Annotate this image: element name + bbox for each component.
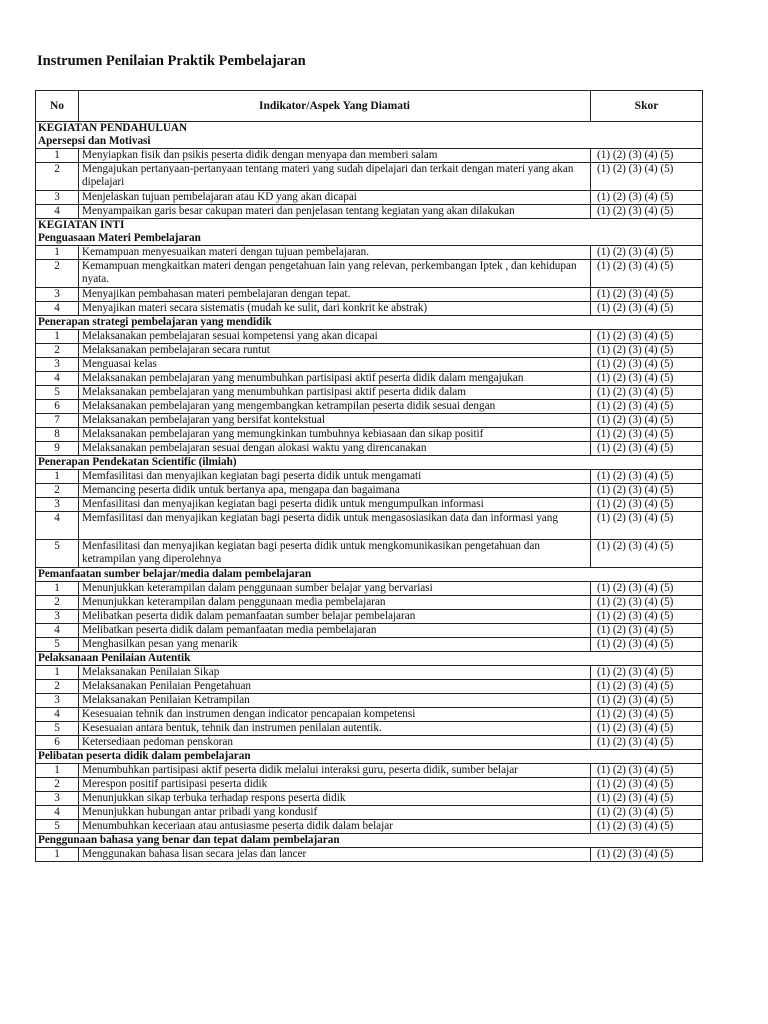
indicator-cell <box>79 596 591 610</box>
item-number: 2 <box>36 163 79 191</box>
table-row <box>36 344 703 358</box>
indicator-cell <box>79 344 591 358</box>
table-row <box>36 736 703 750</box>
section-row <box>36 834 703 848</box>
item-number: 5 <box>36 386 79 400</box>
item-number: 2 <box>36 680 79 694</box>
score-options: (1) (2) (3) (4) (5) <box>591 806 703 820</box>
indicator-text: Menjelaskan tujuan pembelajaran atau KD yang akan dicapai <box>82 191 357 203</box>
section-heading-cell <box>36 568 703 582</box>
indicator-cell <box>79 820 591 834</box>
indicator-cell <box>79 386 591 400</box>
table-row <box>36 540 703 568</box>
item-number: 1 <box>36 149 79 163</box>
indicator-text: Ketersediaan pedoman penskoran <box>82 736 233 748</box>
section-heading: Penggunaan bahasa yang benar dan tepat dalam pembelajaran <box>38 834 340 846</box>
table-row <box>36 246 703 260</box>
score-options: (1) (2) (3) (4) (5) <box>591 191 703 205</box>
indicator-cell <box>79 540 591 568</box>
header-no: No <box>36 91 79 122</box>
score-options: (1) (2) (3) (4) (5) <box>591 260 703 288</box>
indicator-cell <box>79 246 591 260</box>
score-options: (1) (2) (3) (4) (5) <box>591 246 703 260</box>
score-options: (1) (2) (3) (4) (5) <box>591 163 703 191</box>
indicator-text: Melibatkan peserta didik dalam pemanfaatan sumber belajar pembelajaran <box>82 610 416 622</box>
document-title: Instrumen Penilaian Praktik Pembelajaran <box>37 53 306 69</box>
indicator-cell <box>79 302 591 316</box>
indicator-cell <box>79 666 591 680</box>
score-options: (1) (2) (3) (4) (5) <box>591 386 703 400</box>
indicator-cell <box>79 372 591 386</box>
indicator-text: Menguasai kelas <box>82 358 157 370</box>
indicator-cell <box>79 470 591 484</box>
table-row <box>36 191 703 205</box>
table-row <box>36 680 703 694</box>
score-options: (1) (2) (3) (4) (5) <box>591 540 703 568</box>
score-options: (1) (2) (3) (4) (5) <box>591 666 703 680</box>
indicator-cell <box>79 778 591 792</box>
indicator-text: Melibatkan peserta didik dalam pemanfaatan media pembelajaran <box>82 624 377 636</box>
indicator-text: Memfasilitasi dan menyajikan kegiatan bagi peserta didik untuk mengasosiasikan data dan informasi yang <box>82 512 558 524</box>
item-number: 2 <box>36 596 79 610</box>
indicator-text: Menunjukkan keterampilan dalam penggunaan media pembelajaran <box>82 596 386 608</box>
score-options: (1) (2) (3) (4) (5) <box>591 149 703 163</box>
item-number: 3 <box>36 358 79 372</box>
section-heading: Pemanfaatan sumber belajar/media dalam pembelajaran <box>38 568 312 580</box>
item-number: 8 <box>36 428 79 442</box>
section-heading: Penerapan Pendekatan Scientific (ilmiah) <box>38 456 237 468</box>
indicator-cell <box>79 205 591 219</box>
indicator-cell <box>79 414 591 428</box>
section-heading: KEGIATAN PENDAHULUAN <box>38 122 188 134</box>
indicator-text: Menghasilkan pesan yang menarik <box>82 638 238 650</box>
section-heading-cell <box>36 219 703 246</box>
item-number: 5 <box>36 638 79 652</box>
table-row <box>36 205 703 219</box>
score-options: (1) (2) (3) (4) (5) <box>591 512 703 540</box>
table-row <box>36 764 703 778</box>
item-number: 2 <box>36 344 79 358</box>
indicator-cell <box>79 764 591 778</box>
item-number: 4 <box>36 624 79 638</box>
table-row <box>36 330 703 344</box>
score-options: (1) (2) (3) (4) (5) <box>591 792 703 806</box>
item-number: 4 <box>36 205 79 219</box>
table-row <box>36 386 703 400</box>
indicator-cell <box>79 806 591 820</box>
indicator-text: Menyajikan materi secara sistematis (mudah ke sulit, dari konkrit ke abstrak) <box>82 302 428 314</box>
score-options: (1) (2) (3) (4) (5) <box>591 330 703 344</box>
score-options: (1) (2) (3) (4) (5) <box>591 582 703 596</box>
item-number: 5 <box>36 540 79 568</box>
indicator-text: Melaksanakan pembelajaran yang memungkinkan tumbuhnya kebiasaan dan sikap positif <box>82 428 484 440</box>
section-heading-cell <box>36 652 703 666</box>
indicator-text: Melaksanakan pembelajaran secara runtut <box>82 344 270 356</box>
table-header-row <box>36 91 703 122</box>
item-number: 6 <box>36 400 79 414</box>
section-heading-cell <box>36 456 703 470</box>
section-heading: Penguasaan Materi Pembelajaran <box>38 232 201 244</box>
table-row <box>36 358 703 372</box>
indicator-cell <box>79 624 591 638</box>
table-row <box>36 470 703 484</box>
score-options: (1) (2) (3) (4) (5) <box>591 736 703 750</box>
item-number: 1 <box>36 848 79 862</box>
indicator-text: Merespon positif partisipasi peserta didik <box>82 778 268 790</box>
table-row <box>36 722 703 736</box>
table-row <box>36 288 703 302</box>
score-options: (1) (2) (3) (4) (5) <box>591 848 703 862</box>
item-number: 3 <box>36 694 79 708</box>
item-number: 4 <box>36 372 79 386</box>
indicator-text: Melaksanakan pembelajaran yang menumbuhkan partisipasi aktif peserta didik dalam <box>82 386 466 398</box>
table-row <box>36 372 703 386</box>
table-row <box>36 848 703 862</box>
indicator-text: Melaksanakan pembelajaran sesuai kompetensi yang akan dicapai <box>82 330 378 342</box>
score-options: (1) (2) (3) (4) (5) <box>591 638 703 652</box>
table-row <box>36 806 703 820</box>
score-options: (1) (2) (3) (4) (5) <box>591 358 703 372</box>
table-row <box>36 624 703 638</box>
item-number: 4 <box>36 302 79 316</box>
indicator-text: Menggunakan bahasa lisan secara jelas dan lancer <box>82 848 307 860</box>
item-number: 4 <box>36 512 79 540</box>
item-number: 7 <box>36 414 79 428</box>
indicator-text: Kemampuan menyesuaikan materi dengan tujuan pembelajaran. <box>82 246 370 258</box>
table-row <box>36 638 703 652</box>
indicator-cell <box>79 288 591 302</box>
indicator-cell <box>79 638 591 652</box>
item-number: 1 <box>36 764 79 778</box>
item-number: 2 <box>36 778 79 792</box>
indicator-text: Menfasilitasi dan menyajikan kegiatan bagi peserta didik untuk mengkomunikasikan pengetahuan dan ketrampilan yang diperolehnya <box>82 540 540 565</box>
table-row <box>36 260 703 288</box>
table-row <box>36 400 703 414</box>
score-options: (1) (2) (3) (4) (5) <box>591 708 703 722</box>
indicator-cell <box>79 694 591 708</box>
indicator-text: Melaksanakan Penilaian Pengetahuan <box>82 680 251 692</box>
item-number: 6 <box>36 736 79 750</box>
indicator-text: Melaksanakan Penilaian Ketrampilan <box>82 694 250 706</box>
section-row <box>36 750 703 764</box>
score-options: (1) (2) (3) (4) (5) <box>591 764 703 778</box>
indicator-cell <box>79 358 591 372</box>
indicator-cell <box>79 191 591 205</box>
table-row <box>36 414 703 428</box>
indicator-text: Menyampaikan garis besar cakupan materi dan penjelasan tentang kegiatan yang akan dilakukan <box>82 205 515 217</box>
item-number: 5 <box>36 820 79 834</box>
indicator-text: Menfasilitasi dan menyajikan kegiatan bagi peserta didik untuk mengumpulkan informasi <box>82 498 484 510</box>
assessment-table <box>35 90 703 862</box>
table-row <box>36 778 703 792</box>
indicator-text: Menyiapkan fisik dan psikis peserta didik dengan menyapa dan memberi salam <box>82 149 438 161</box>
item-number: 4 <box>36 708 79 722</box>
indicator-text: Melaksanakan Penilaian Sikap <box>82 666 220 678</box>
section-heading-cell <box>36 122 703 149</box>
item-number: 2 <box>36 484 79 498</box>
indicator-text: Melaksanakan pembelajaran sesuai dengan alokasi waktu yang direncanakan <box>82 442 427 454</box>
indicator-cell <box>79 582 591 596</box>
table-row <box>36 512 703 540</box>
section-heading-cell <box>36 834 703 848</box>
score-options: (1) (2) (3) (4) (5) <box>591 624 703 638</box>
indicator-text: Melaksanakan pembelajaran yang bersifat kontekstual <box>82 414 325 426</box>
indicator-text: Melaksanakan pembelajaran yang mengembangkan ketrampilan peserta didik sesuai dengan <box>82 400 496 412</box>
table-row <box>36 582 703 596</box>
indicator-cell <box>79 330 591 344</box>
section-row <box>36 568 703 582</box>
score-options: (1) (2) (3) (4) (5) <box>591 722 703 736</box>
section-row <box>36 316 703 330</box>
indicator-text: Kesesuaian antara bentuk, tehnik dan instrumen penilaian autentik. <box>82 722 382 734</box>
item-number: 1 <box>36 470 79 484</box>
indicator-cell <box>79 722 591 736</box>
score-options: (1) (2) (3) (4) (5) <box>591 610 703 624</box>
item-number: 3 <box>36 191 79 205</box>
score-options: (1) (2) (3) (4) (5) <box>591 470 703 484</box>
score-options: (1) (2) (3) (4) (5) <box>591 596 703 610</box>
table-row <box>36 149 703 163</box>
score-options: (1) (2) (3) (4) (5) <box>591 694 703 708</box>
score-options: (1) (2) (3) (4) (5) <box>591 302 703 316</box>
item-number: 1 <box>36 246 79 260</box>
item-number: 5 <box>36 722 79 736</box>
indicator-text: Menumbuhkan keceriaan atau antusiasme peserta didik dalam belajar <box>82 820 393 832</box>
item-number: 9 <box>36 442 79 456</box>
section-heading: Penerapan strategi pembelajaran yang mendidik <box>38 316 272 328</box>
score-options: (1) (2) (3) (4) (5) <box>591 680 703 694</box>
table-row <box>36 610 703 624</box>
score-options: (1) (2) (3) (4) (5) <box>591 498 703 512</box>
indicator-text: Mengajukan pertanyaan-pertanyaan tentang materi yang sudah dipelajari dan terkait dengan materi yang akan dipelajari <box>82 163 574 188</box>
item-number: 3 <box>36 792 79 806</box>
score-options: (1) (2) (3) (4) (5) <box>591 778 703 792</box>
indicator-cell <box>79 498 591 512</box>
table-row <box>36 498 703 512</box>
indicator-cell <box>79 442 591 456</box>
section-heading: Pelaksanaan Penilaian Autentik <box>38 652 191 664</box>
section-heading: KEGIATAN INTI <box>38 219 125 231</box>
indicator-text: Kemampuan mengkaitkan materi dengan pengetahuan lain yang relevan, perkembangan Iptek , dan kehidupan nyata. <box>82 260 577 285</box>
section-heading: Pelibatan peserta didik dalam pembelajaran <box>38 750 251 762</box>
indicator-cell <box>79 792 591 806</box>
indicator-text: Menunjukkan hubungan antar pribadi yang kondusif <box>82 806 318 818</box>
score-options: (1) (2) (3) (4) (5) <box>591 344 703 358</box>
item-number: 3 <box>36 288 79 302</box>
indicator-cell <box>79 736 591 750</box>
score-options: (1) (2) (3) (4) (5) <box>591 442 703 456</box>
table-row <box>36 442 703 456</box>
item-number: 3 <box>36 610 79 624</box>
indicator-cell <box>79 260 591 288</box>
section-heading-cell <box>36 750 703 764</box>
score-options: (1) (2) (3) (4) (5) <box>591 205 703 219</box>
table-row <box>36 596 703 610</box>
table-row <box>36 484 703 498</box>
table-row <box>36 694 703 708</box>
section-row <box>36 122 703 149</box>
table-row <box>36 428 703 442</box>
section-row <box>36 652 703 666</box>
score-options: (1) (2) (3) (4) (5) <box>591 484 703 498</box>
indicator-cell <box>79 163 591 191</box>
indicator-text: Menyajikan pembahasan materi pembelajaran dengan tepat. <box>82 288 351 300</box>
table-row <box>36 302 703 316</box>
indicator-text: Memancing peserta didik untuk bertanya apa, mengapa dan bagaimana <box>82 484 400 496</box>
score-options: (1) (2) (3) (4) (5) <box>591 400 703 414</box>
item-number: 1 <box>36 330 79 344</box>
indicator-cell <box>79 512 591 540</box>
indicator-cell <box>79 484 591 498</box>
score-options: (1) (2) (3) (4) (5) <box>591 288 703 302</box>
table-row <box>36 792 703 806</box>
item-number: 2 <box>36 260 79 288</box>
score-options: (1) (2) (3) (4) (5) <box>591 414 703 428</box>
indicator-text: Melaksanakan pembelajaran yang menumbuhkan partisipasi aktif peserta didik dalam mengajukan <box>82 372 524 384</box>
indicator-text: Kesesuaian tehnik dan instrumen dengan indicator pencapaian kompetensi <box>82 708 416 720</box>
item-number: 3 <box>36 498 79 512</box>
item-number: 4 <box>36 806 79 820</box>
item-number: 1 <box>36 582 79 596</box>
header-indicator: Indikator/Aspek Yang Diamati <box>79 91 591 122</box>
score-options: (1) (2) (3) (4) (5) <box>591 820 703 834</box>
section-heading: Apersepsi dan Motivasi <box>38 135 151 147</box>
table-row <box>36 820 703 834</box>
table-row <box>36 666 703 680</box>
table-row <box>36 163 703 191</box>
indicator-cell <box>79 149 591 163</box>
indicator-text: Menunjukkan keterampilan dalam penggunaan sumber belajar yang bervariasi <box>82 582 433 594</box>
indicator-cell <box>79 610 591 624</box>
section-row <box>36 456 703 470</box>
indicator-text: Menunjukkan sikap terbuka terhadap respons peserta didik <box>82 792 346 804</box>
indicator-text: Memfasilitasi dan menyajikan kegiatan bagi peserta didik untuk mengamati <box>82 470 422 482</box>
section-row <box>36 219 703 246</box>
table-body <box>36 122 703 862</box>
item-number: 1 <box>36 666 79 680</box>
score-options: (1) (2) (3) (4) (5) <box>591 428 703 442</box>
section-heading-cell <box>36 316 703 330</box>
indicator-cell <box>79 848 591 862</box>
header-score: Skor <box>591 91 703 122</box>
indicator-cell <box>79 680 591 694</box>
indicator-text: Menumbuhkan partisipasi aktif peserta didik melalui interaksi guru, peserta didik, sumber belajar <box>82 764 518 776</box>
indicator-cell <box>79 428 591 442</box>
table-row <box>36 708 703 722</box>
indicator-cell <box>79 400 591 414</box>
indicator-cell <box>79 708 591 722</box>
score-options: (1) (2) (3) (4) (5) <box>591 372 703 386</box>
